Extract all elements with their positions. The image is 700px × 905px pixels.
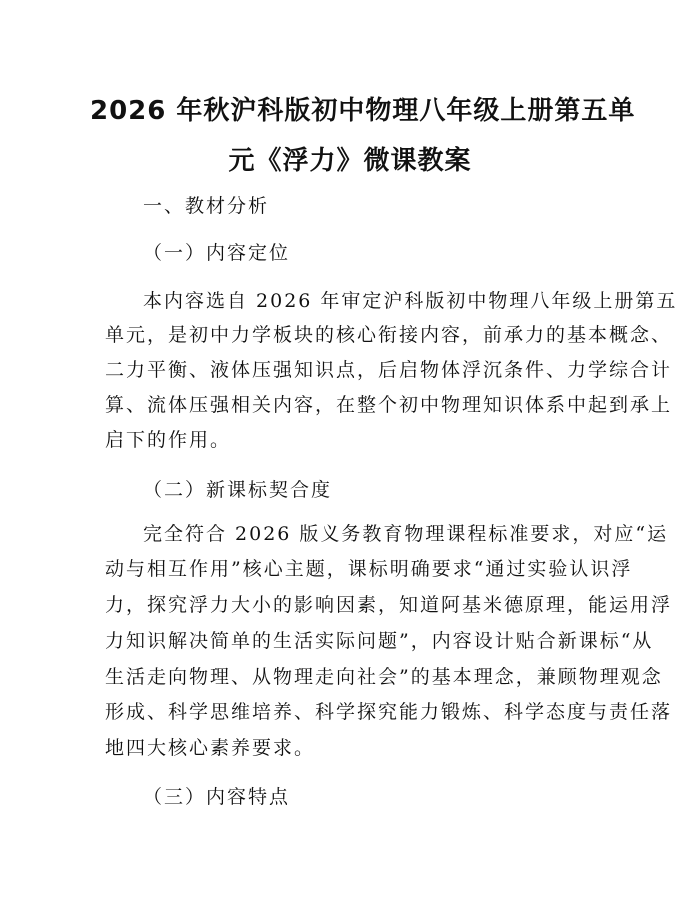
paragraph-line: 力知识解决简单的生活实际问题”，内容设计贴合新课标“从	[105, 630, 654, 652]
paragraph-line: 地四大核心素养要求。	[105, 737, 316, 759]
paragraph-line: 形成、科学思维培养、科学探究能力锻炼、科学态度与责任落	[105, 701, 673, 723]
document-title-line-2: 元《浮力》微课教案	[228, 146, 472, 176]
paragraph-line: 启下的作用。	[105, 429, 232, 451]
subsection-heading-content-positioning: （一）内容定位	[143, 242, 291, 264]
subsection-heading-curriculum-alignment: （二）新课标契合度	[143, 479, 333, 501]
document-title-line-1: 2026 年秋沪科版初中物理八年级上册第五单	[90, 96, 636, 126]
paragraph-line: 生活走向物理、从物理走向社会”的基本理念，兼顾物理观念	[105, 666, 663, 688]
subsection-heading-content-features: （三）内容特点	[143, 786, 291, 808]
paragraph-line: 完全符合 2026 版义务教育物理课程标准要求，对应“运	[143, 523, 669, 545]
paragraph-line: 算、流体压强相关内容，在整个初中物理知识体系中起到承上	[105, 394, 673, 416]
paragraph-line: 力，探究浮力大小的影响因素，知道阿基米德原理，能运用浮	[105, 594, 673, 616]
paragraph-line: 二力平衡、液体压强知识点，后启物体浮沉条件、力学综合计	[105, 359, 673, 381]
section-heading-textbook-analysis: 一、教材分析	[143, 195, 270, 217]
paragraph-line: 单元，是初中力学板块的核心衔接内容，前承力的基本概念、	[105, 324, 673, 346]
paragraph-line: 动与相互作用”核心主题，课标明确要求“通过实验认识浮	[105, 558, 633, 580]
paragraph-line: 本内容选自 2026 年审定沪科版初中物理八年级上册第五	[143, 290, 678, 312]
